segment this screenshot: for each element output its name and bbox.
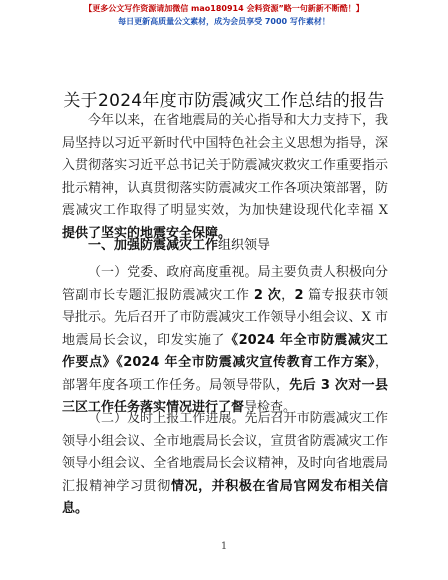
paragraph-1-bold-c: 《2024 年全市防震减灾工作要点》《2024 年全市防震减灾宣传教育工作方案》 [62, 332, 388, 370]
paragraph-2 [62, 408, 388, 521]
paragraph-1-text-c: 篇专报获市领导批示。先后召开了市防震减灾工作领导小组会议、X 市地震局长会议，印发实施了 [62, 287, 388, 348]
promo-banner-line-2: 每日更新高质量公文素材，成为会员享受 7000 写作素材！ [118, 17, 330, 26]
intro-bold-text: 提供了坚实的地震安全保障。 [62, 225, 232, 241]
paragraph-2-bold-a: 情况，并积极在省局官网发布相关信息。 [62, 478, 388, 516]
page-number: 1 [220, 541, 228, 552]
paragraph-1-bold-b: 2 [294, 287, 304, 303]
paragraph-1-text-d: ，部署年度各项工作任务。局领导带队， [62, 355, 388, 393]
promo-banner-line-1: 【更多公文写作资源请加微信 mao180914 会料资源”略一句新新不断酷！】 [84, 4, 364, 13]
promo-banner [0, 2, 448, 28]
document-title: 关于2024年度市防震减灾工作总结的报告 [63, 91, 385, 111]
section-heading-bold: 加强防震减灾工作 [114, 238, 219, 253]
section-heading-1 [62, 235, 388, 258]
intro-text: 今年以来，在省地震局的关心指导和大力支持下，我局坚持以习近平新时代中国特色社会主义思想为指导，深入贯彻落实习近平总书记关于防震减灾救灾工作重要指示批示精神，认真贯彻落实防震减灾工作各项决策部署，防震减灾工作取得了明显实效，为加快建设现代化幸福 X [62, 113, 388, 218]
paragraph-1-text-a: （一）党委、政府高度重视。局主要负责人积极向分管副市长专题汇报防震减灾工作 [62, 265, 388, 303]
section-heading-rest: 组织领导 [218, 238, 271, 253]
paragraph-2-text-a: （二）及时上报工作进展。先后召开市防震减灾工作领导小组会议、全市地震局长会议，宣贯省防震减灾工作领导小组会议、全省地震局长会议精神，及时向省地震局汇报精神学习贯彻 [62, 411, 388, 494]
paragraph-1-text-b: ， [281, 287, 295, 303]
paragraph-1 [62, 262, 388, 420]
paragraph-1-bold-d: 先后 3 次对一县三区工作任务落实情况进行了督 [62, 377, 388, 415]
intro-paragraph [62, 110, 388, 245]
section-number: 一、 [88, 238, 115, 253]
paragraph-1-bold-a: 2 次 [253, 287, 282, 303]
paragraph-1-text-e: 导检查。 [244, 400, 297, 415]
